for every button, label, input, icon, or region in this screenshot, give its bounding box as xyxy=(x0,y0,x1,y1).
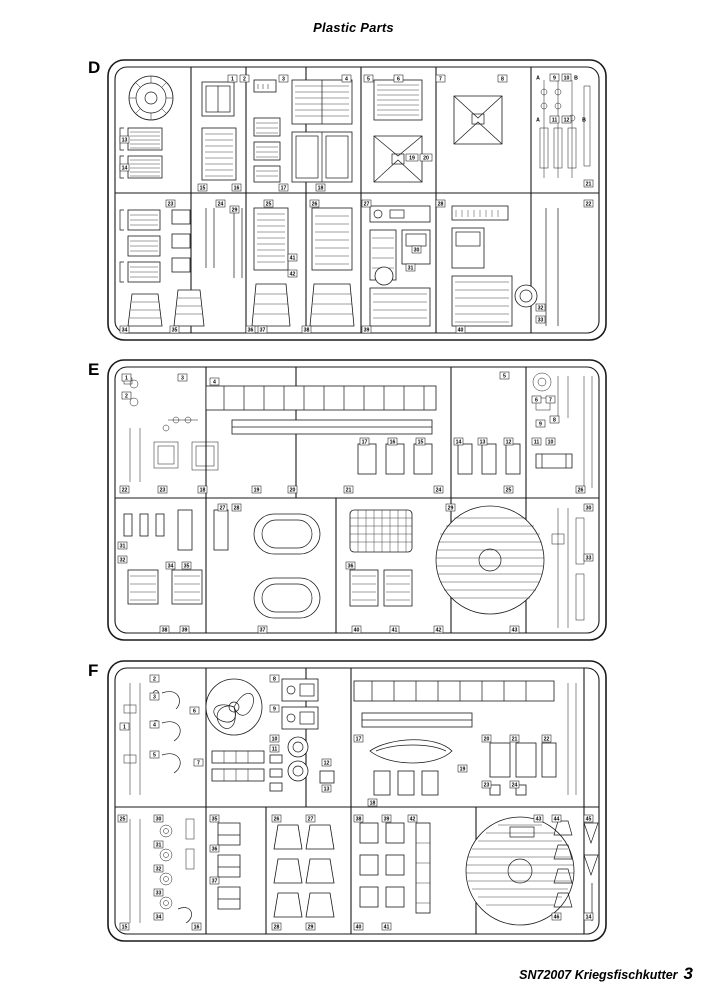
svg-text:5: 5 xyxy=(503,373,506,380)
footer-kit-name: SN72007 Kriegsfischkutter xyxy=(519,968,678,982)
svg-text:8: 8 xyxy=(273,676,276,683)
svg-text:2: 2 xyxy=(153,676,156,683)
svg-text:32: 32 xyxy=(119,557,126,564)
svg-text:10: 10 xyxy=(547,439,554,446)
svg-text:34: 34 xyxy=(155,914,162,921)
svg-text:28: 28 xyxy=(437,201,444,208)
svg-text:36: 36 xyxy=(347,563,354,570)
svg-text:12: 12 xyxy=(563,117,570,124)
svg-text:4: 4 xyxy=(213,379,216,386)
svg-text:40: 40 xyxy=(355,924,362,931)
svg-text:26: 26 xyxy=(577,487,584,494)
svg-text:13: 13 xyxy=(323,786,330,793)
svg-text:22: 22 xyxy=(585,201,592,208)
svg-text:5: 5 xyxy=(367,76,370,83)
svg-text:31: 31 xyxy=(119,543,126,550)
svg-text:38: 38 xyxy=(303,327,310,334)
sprue-label-f: F xyxy=(88,661,99,680)
svg-text:34: 34 xyxy=(167,563,174,570)
svg-text:36: 36 xyxy=(211,846,218,853)
svg-text:20: 20 xyxy=(483,736,490,743)
svg-text:33: 33 xyxy=(537,317,544,324)
svg-text:4: 4 xyxy=(153,722,156,729)
svg-text:14: 14 xyxy=(455,439,462,446)
svg-text:42: 42 xyxy=(435,627,442,634)
svg-text:36: 36 xyxy=(247,327,254,334)
sprue-label-d: D xyxy=(88,58,101,77)
svg-text:1: 1 xyxy=(123,724,126,731)
svg-text:14: 14 xyxy=(121,165,128,172)
svg-text:37: 37 xyxy=(259,327,266,334)
svg-text:8: 8 xyxy=(501,76,504,83)
page-title: Plastic Parts xyxy=(313,20,394,35)
svg-text:41: 41 xyxy=(383,924,390,931)
svg-text:28: 28 xyxy=(233,505,240,512)
svg-text:9: 9 xyxy=(539,421,542,428)
svg-text:44: 44 xyxy=(553,816,560,823)
svg-text:29: 29 xyxy=(447,505,454,512)
svg-text:24: 24 xyxy=(217,201,224,208)
svg-text:15: 15 xyxy=(199,185,206,192)
svg-text:A: A xyxy=(536,75,540,82)
svg-text:33: 33 xyxy=(155,890,162,897)
svg-text:23: 23 xyxy=(159,487,166,494)
svg-text:33: 33 xyxy=(585,555,592,562)
svg-text:27: 27 xyxy=(363,201,370,208)
svg-text:15: 15 xyxy=(121,924,128,931)
svg-text:40: 40 xyxy=(457,327,464,334)
svg-text:6: 6 xyxy=(535,397,538,404)
svg-text:2: 2 xyxy=(243,76,246,83)
svg-text:10: 10 xyxy=(563,75,570,82)
svg-text:30: 30 xyxy=(585,505,592,512)
svg-text:13: 13 xyxy=(479,439,486,446)
svg-text:30: 30 xyxy=(413,247,420,254)
svg-text:16: 16 xyxy=(193,924,200,931)
svg-text:19: 19 xyxy=(253,487,260,494)
svg-text:41: 41 xyxy=(289,255,296,262)
svg-text:24: 24 xyxy=(511,782,518,789)
svg-text:6: 6 xyxy=(193,708,196,715)
svg-text:19: 19 xyxy=(459,766,466,773)
svg-text:41: 41 xyxy=(391,627,398,634)
svg-text:10: 10 xyxy=(271,736,278,743)
svg-text:2: 2 xyxy=(125,393,128,400)
svg-text:19: 19 xyxy=(409,155,415,162)
svg-text:31: 31 xyxy=(407,265,414,272)
svg-text:23: 23 xyxy=(483,782,490,789)
svg-text:25: 25 xyxy=(119,816,126,823)
svg-text:5: 5 xyxy=(153,752,156,759)
svg-text:A: A xyxy=(536,117,540,124)
svg-text:30: 30 xyxy=(155,816,162,823)
svg-text:38: 38 xyxy=(161,627,168,634)
svg-text:6: 6 xyxy=(397,76,400,83)
svg-text:7: 7 xyxy=(439,76,442,83)
svg-text:20: 20 xyxy=(423,155,429,162)
svg-text:B: B xyxy=(574,75,578,82)
page-number: 3 xyxy=(683,964,693,983)
svg-text:35: 35 xyxy=(211,816,218,823)
svg-text:11: 11 xyxy=(533,439,540,446)
svg-text:21: 21 xyxy=(585,181,592,188)
svg-text:32: 32 xyxy=(155,866,162,873)
svg-text:29: 29 xyxy=(307,924,314,931)
svg-text:9: 9 xyxy=(553,75,556,82)
svg-text:25: 25 xyxy=(505,487,512,494)
svg-text:13: 13 xyxy=(121,137,128,144)
svg-text:17: 17 xyxy=(361,439,368,446)
svg-text:12: 12 xyxy=(323,760,330,767)
svg-text:18: 18 xyxy=(199,487,206,494)
svg-text:25: 25 xyxy=(265,201,272,208)
svg-text:9: 9 xyxy=(273,706,276,713)
svg-text:26: 26 xyxy=(273,816,280,823)
svg-text:28: 28 xyxy=(273,924,280,931)
svg-text:23: 23 xyxy=(167,201,174,208)
svg-text:16: 16 xyxy=(389,439,396,446)
svg-text:39: 39 xyxy=(363,327,370,334)
svg-text:21: 21 xyxy=(511,736,518,743)
sprue-diagram-d xyxy=(106,58,608,342)
svg-text:3: 3 xyxy=(181,375,184,382)
svg-text:20: 20 xyxy=(289,487,296,494)
svg-text:21: 21 xyxy=(345,487,352,494)
svg-text:43: 43 xyxy=(511,627,518,634)
svg-text:12: 12 xyxy=(505,439,512,446)
svg-text:31: 31 xyxy=(155,842,162,849)
svg-text:45: 45 xyxy=(585,816,592,823)
svg-text:24: 24 xyxy=(435,487,442,494)
svg-text:26: 26 xyxy=(311,201,318,208)
svg-text:27: 27 xyxy=(219,505,226,512)
svg-text:14: 14 xyxy=(585,914,592,921)
svg-text:1: 1 xyxy=(125,375,128,382)
svg-text:22: 22 xyxy=(121,487,128,494)
svg-text:4: 4 xyxy=(345,76,348,83)
svg-text:B: B xyxy=(582,117,586,124)
svg-text:35: 35 xyxy=(171,327,178,334)
page-footer xyxy=(519,964,693,984)
svg-text:46: 46 xyxy=(553,914,560,921)
svg-text:38: 38 xyxy=(355,816,362,823)
svg-text:3: 3 xyxy=(153,694,156,701)
svg-text:11: 11 xyxy=(271,746,278,753)
svg-text:40: 40 xyxy=(353,627,360,634)
sprue-diagram-e xyxy=(106,358,608,642)
svg-text:39: 39 xyxy=(383,816,390,823)
svg-text:37: 37 xyxy=(259,627,266,634)
svg-text:37: 37 xyxy=(211,878,218,885)
svg-text:18: 18 xyxy=(369,800,376,807)
svg-text:8: 8 xyxy=(553,417,556,424)
svg-text:34: 34 xyxy=(121,327,128,334)
svg-text:11: 11 xyxy=(551,117,558,124)
sprue-diagram-f xyxy=(106,659,608,943)
svg-text:17: 17 xyxy=(355,736,362,743)
svg-text:15: 15 xyxy=(417,439,424,446)
svg-text:43: 43 xyxy=(535,816,542,823)
svg-text:39: 39 xyxy=(181,627,188,634)
svg-text:17: 17 xyxy=(280,185,287,192)
svg-text:7: 7 xyxy=(549,397,552,404)
svg-text:42: 42 xyxy=(289,271,296,278)
svg-text:3: 3 xyxy=(282,76,285,83)
sprue-label-e: E xyxy=(88,360,100,379)
svg-text:1: 1 xyxy=(231,76,234,83)
svg-text:35: 35 xyxy=(183,563,190,570)
svg-text:32: 32 xyxy=(537,305,544,312)
svg-text:22: 22 xyxy=(543,736,550,743)
svg-text:18: 18 xyxy=(317,185,324,192)
svg-text:42: 42 xyxy=(409,816,416,823)
svg-text:16: 16 xyxy=(233,185,240,192)
svg-text:29: 29 xyxy=(231,207,238,214)
svg-text:27: 27 xyxy=(307,816,314,823)
svg-text:7: 7 xyxy=(197,760,200,767)
